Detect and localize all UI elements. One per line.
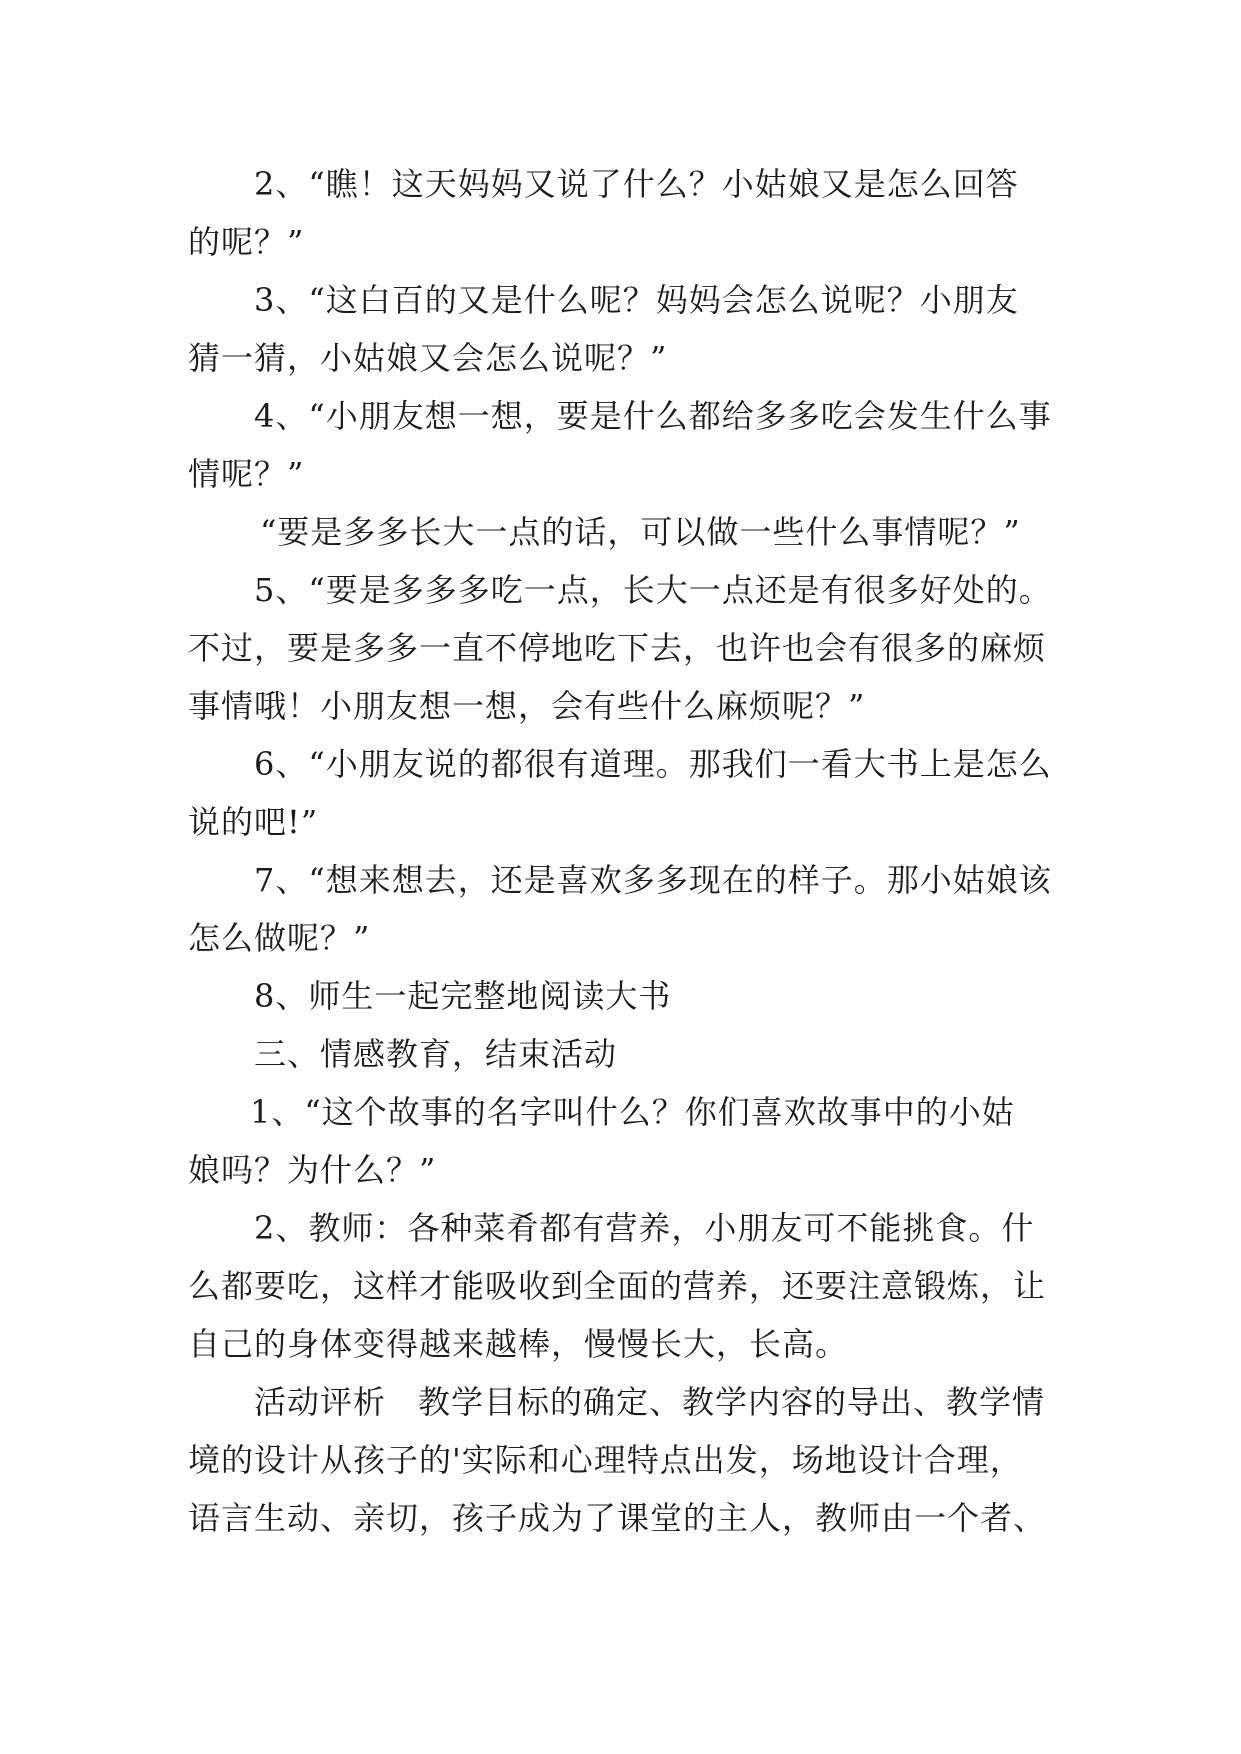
text-line: 境的设计从孩子的'实际和心理特点出发，场地设计合理， <box>188 1441 1023 1479</box>
text-line: 说的吧!” <box>188 803 319 841</box>
text-line: 自己的身体变得越来越棒，慢慢长大，长高。 <box>188 1325 849 1363</box>
document-body <box>188 155 1068 1547</box>
paragraph-q6 <box>188 735 1068 851</box>
text-line: 么都要吃，这样才能吸收到全面的营养，还要注意锻炼，让 <box>188 1267 1047 1305</box>
text-line: 三、情感教育，结束活动 <box>254 1035 618 1073</box>
evaluation-label: 活动评析 <box>254 1383 387 1421</box>
text-line: 2、“瞧！这天妈妈又说了什么？小姑娘又是怎么回答 <box>254 165 1019 203</box>
paragraph-q4-followup <box>188 503 1068 561</box>
section-heading <box>188 1025 1068 1083</box>
text-line: 1、“这个故事的名字叫什么？你们喜欢故事中的小姑 <box>250 1093 1015 1131</box>
text-line: 8、师生一起完整地阅读大书 <box>254 977 672 1015</box>
text-line: 3、“这白百的又是什么呢？妈妈会怎么说呢？小朋友 <box>254 281 1019 319</box>
text-line: 猜一猜，小姑娘又会怎么说呢？” <box>188 339 668 377</box>
text-line: 怎么做呢？” <box>188 919 371 957</box>
paragraph-closing-q2 <box>188 1199 1068 1373</box>
paragraph-q3 <box>188 271 1068 387</box>
text-line: 2、教师：各种菜肴都有营养，小朋友可不能挑食。什 <box>254 1209 1035 1247</box>
text-line: 的呢？” <box>188 223 305 261</box>
text-line: 语言生动、亲切，孩子成为了课堂的主人，教师由一个者、 <box>188 1499 1047 1537</box>
text-line: 5、“要是多多多吃一点，长大一点还是有很多好处的。 <box>254 571 1052 609</box>
text-line: 7、“想来想去，还是喜欢多多现在的样子。那小姑娘该 <box>254 861 1052 899</box>
text-line: “要是多多长大一点的话，可以做一些什么事情呢？” <box>260 513 1021 551</box>
text-line: 事情哦！小朋友想一想，会有些什么麻烦呢？” <box>188 687 866 725</box>
paragraph-evaluation <box>188 1373 1068 1547</box>
paragraph-q7 <box>188 851 1068 967</box>
paragraph-step8 <box>188 967 1068 1025</box>
text-line: 4、“小朋友想一想，要是什么都给多多吃会发生什么事 <box>254 397 1052 435</box>
text-line: 娘吗？为什么？” <box>188 1151 437 1189</box>
text-line: 不过，要是多多一直不停地吃下去，也许也会有很多的麻烦 <box>188 629 1047 667</box>
text-line: 情呢？” <box>188 455 305 493</box>
paragraph-closing-q1 <box>188 1083 1068 1199</box>
text-line: 教学目标的确定、教学内容的导出、教学情 <box>418 1383 1046 1421</box>
paragraph-q5 <box>188 561 1068 735</box>
paragraph-q4 <box>188 387 1068 503</box>
text-line: 6、“小朋友说的都很有道理。那我们一看大书上是怎么 <box>254 745 1052 783</box>
paragraph-q2 <box>188 155 1068 271</box>
